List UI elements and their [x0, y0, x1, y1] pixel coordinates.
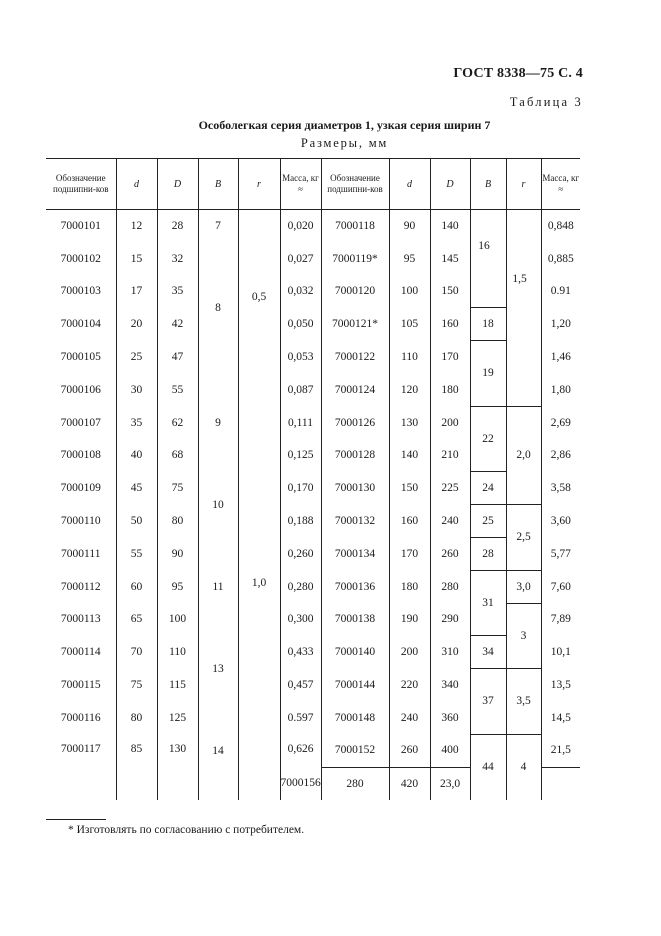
cell-D: 35 [157, 275, 198, 308]
cell-d: 75 [116, 669, 157, 702]
cell-d [116, 767, 157, 800]
cell-designation-2: 7000134 [321, 537, 389, 570]
cell-B-2: 24 [470, 472, 506, 505]
cell-designation: 7000104 [46, 308, 116, 341]
cell-B: 11 [198, 537, 238, 635]
cell-B-2 [470, 210, 506, 308]
cell-d-2: 105 [389, 308, 430, 341]
table-caption [0, 118, 661, 133]
cell-D: 95 [157, 570, 198, 603]
cell-D-2: 260 [430, 537, 470, 570]
col-header-r-2: r [506, 159, 541, 210]
cell-mass: 0,027 [280, 242, 321, 275]
cell-D-2: 340 [430, 669, 470, 702]
cell-mass-2: 10,1 [541, 636, 580, 669]
cell-designation-2: 7000138 [321, 603, 389, 636]
cell-mass [238, 767, 280, 800]
cell-mass: 0,433 [280, 636, 321, 669]
cell-d-2: 170 [389, 537, 430, 570]
cell-mass: 0,087 [280, 373, 321, 406]
cell-d: 85 [116, 734, 157, 767]
cell-r-2: 2,5 [506, 505, 541, 571]
cell-D-2: 290 [430, 603, 470, 636]
cell-B-2: 25 [470, 505, 506, 538]
cell-mass: 0,457 [280, 669, 321, 702]
cell-D: 80 [157, 505, 198, 538]
cell-d-2: 240 [389, 701, 430, 734]
table-row [46, 669, 580, 702]
cell-designation-2: 7000128 [321, 439, 389, 472]
cell-designation: 7000111 [46, 537, 116, 570]
cell-D: 115 [157, 669, 198, 702]
cell-mass-2: 23,0 [430, 767, 470, 800]
cell-D: 32 [157, 242, 198, 275]
cell-r-2: 3 [506, 603, 541, 669]
cell-designation-2: 7000126 [321, 406, 389, 439]
footnote: * Изготовлять по согласованию с потребителем. [68, 824, 305, 836]
cell-r [238, 472, 280, 767]
cell-D: 75 [157, 472, 198, 505]
cell-D: 90 [157, 537, 198, 570]
header-row [46, 159, 580, 210]
cell-mass-2: 13,5 [541, 669, 580, 702]
cell-d-2: 260 [389, 734, 430, 767]
cell-D-2: 210 [430, 439, 470, 472]
cell-d: 40 [116, 439, 157, 472]
cell-d-2: 95 [389, 242, 430, 275]
cell-designation: 7000113 [46, 603, 116, 636]
cell-B-2: 28 [470, 537, 506, 570]
cell-d-2: 120 [389, 373, 430, 406]
table-row [46, 734, 580, 767]
cell-designation-2: 7000140 [321, 636, 389, 669]
cell-D: 100 [157, 603, 198, 636]
cell-r-2: 4 [506, 734, 541, 800]
cell-D-2: 180 [430, 373, 470, 406]
cell-r-2: 3,0 [506, 570, 541, 603]
cell-d-2: 200 [389, 636, 430, 669]
col-header-B-2: B [470, 159, 506, 210]
cell-d-2: 190 [389, 603, 430, 636]
cell-designation-2: 7000120 [321, 275, 389, 308]
cell-mass-2: 14,5 [541, 701, 580, 734]
cell-B-2: 22 [470, 406, 506, 472]
cell-mass-2: 0.91 [541, 275, 580, 308]
cell-D-2: 200 [430, 406, 470, 439]
cell-D: 68 [157, 439, 198, 472]
cell-B-2: 34 [470, 636, 506, 669]
cell-designation-2: 7000130 [321, 472, 389, 505]
col-header-D-2: D [430, 159, 470, 210]
cell-mass-2: 3,60 [541, 505, 580, 538]
cell-D-2: 150 [430, 275, 470, 308]
cell-mass: 0,188 [280, 505, 321, 538]
dimensions-label [0, 136, 661, 151]
cell-B: 8 [198, 242, 238, 373]
cell-designation-2: 7000122 [321, 341, 389, 374]
cell-mass-2: 7,60 [541, 570, 580, 603]
cell-mass-2: 1,20 [541, 308, 580, 341]
table-label: Таблица 3 [509, 95, 583, 109]
cell-d-2: 160 [389, 505, 430, 538]
table-row [46, 570, 580, 603]
cell-d: 35 [116, 406, 157, 439]
cell-B: 9 [198, 373, 238, 471]
cell-mass-2: 7,89 [541, 603, 580, 636]
page-header: ГОСТ 8338—75 С. 4 [453, 66, 583, 81]
cell-d: 70 [116, 636, 157, 669]
cell-d-2: 150 [389, 472, 430, 505]
cell-d: 20 [116, 308, 157, 341]
cell-B-2: 37 [470, 669, 506, 735]
cell-B-2: 31 [470, 570, 506, 636]
cell-mass-2: 1,46 [541, 341, 580, 374]
col-header-d: d [116, 159, 157, 210]
cell-designation-2: 7000148 [321, 701, 389, 734]
cell-D-2: 240 [430, 505, 470, 538]
cell-D [157, 767, 198, 800]
cell-mass-2: 3,58 [541, 472, 580, 505]
col-header-B: B [198, 159, 238, 210]
col-header-designation: Обозначение подшипни-ков [46, 159, 116, 210]
cell-D: 47 [157, 341, 198, 374]
col-header-d-2: d [389, 159, 430, 210]
col-header-mass-2: Масса, кг ≈ [541, 159, 580, 210]
cell-designation: 7000112 [46, 570, 116, 603]
cell-d-2: 90 [389, 210, 430, 243]
cell-mass: 0,111 [280, 406, 321, 439]
table-row [46, 505, 580, 538]
cell-designation [46, 767, 116, 800]
table-row [46, 537, 580, 570]
cell-mass: 0.597 [280, 701, 321, 734]
cell-designation: 7000117 [46, 734, 116, 767]
cell-mass: 0,626 [280, 734, 321, 767]
cell-mass: 0,050 [280, 308, 321, 341]
B-label-right-1: 16 [478, 240, 490, 252]
cell-d-2: 280 [321, 767, 389, 800]
cell-D-2: 145 [430, 242, 470, 275]
cell-D: 62 [157, 406, 198, 439]
table-row [46, 341, 580, 374]
cell-designation: 7000105 [46, 341, 116, 374]
cell-B-2: 19 [470, 341, 506, 407]
r-label-left-1: 0,5 [251, 291, 267, 303]
cell-mass: 0,170 [280, 472, 321, 505]
cell-d-2: 180 [389, 570, 430, 603]
cell-d: 80 [116, 701, 157, 734]
bearings-table [46, 158, 580, 800]
cell-mass-2: 0,885 [541, 242, 580, 275]
cell-designation-2: 7000132 [321, 505, 389, 538]
cell-designation-2: 7000156 [280, 767, 321, 800]
cell-designation-2: 7000136 [321, 570, 389, 603]
cell-D: 55 [157, 373, 198, 406]
cell-designation-2: 7000152 [321, 734, 389, 767]
table-row [46, 472, 580, 505]
cell-mass: 0,125 [280, 439, 321, 472]
cell-designation-2: 7000121* [321, 308, 389, 341]
cell-designation-2: 7000144 [321, 669, 389, 702]
cell-D-2: 310 [430, 636, 470, 669]
cell-d: 17 [116, 275, 157, 308]
table-row [46, 406, 580, 439]
cell-D: 42 [157, 308, 198, 341]
cell-D-2: 170 [430, 341, 470, 374]
r-label-right-1: 1,5 [512, 273, 527, 285]
table-row [46, 210, 580, 243]
cell-D-2: 360 [430, 701, 470, 734]
cell-r-2 [506, 210, 541, 407]
cell-designation: 7000109 [46, 472, 116, 505]
cell-D-2: 140 [430, 210, 470, 243]
cell-B: 13 [198, 636, 238, 702]
cell-r-2: 2,0 [506, 406, 541, 504]
cell-mass-2: 2,86 [541, 439, 580, 472]
cell-D: 125 [157, 701, 198, 734]
cell-designation: 7000108 [46, 439, 116, 472]
cell-mass: 0,053 [280, 341, 321, 374]
cell-d-2: 110 [389, 341, 430, 374]
cell-d: 30 [116, 373, 157, 406]
cell-D-2: 420 [389, 767, 430, 800]
table-caption-text: Особолегкая серия диаметров 1, узкая серия ширин 7 [198, 118, 491, 132]
cell-designation-2: 7000119* [321, 242, 389, 275]
dimensions-label-text: Размеры, мм [300, 136, 389, 150]
cell-d-2: 220 [389, 669, 430, 702]
col-header-r: r [238, 159, 280, 210]
cell-designation: 7000115 [46, 669, 116, 702]
cell-mass: 0,032 [280, 275, 321, 308]
cell-designation-2: 7000118 [321, 210, 389, 243]
cell-designation: 7000106 [46, 373, 116, 406]
cell-d: 45 [116, 472, 157, 505]
cell-d: 12 [116, 210, 157, 243]
table-row [46, 308, 580, 341]
cell-d: 55 [116, 537, 157, 570]
cell-mass-2: 2,69 [541, 406, 580, 439]
cell-B-2: 18 [470, 308, 506, 341]
cell-designation: 7000101 [46, 210, 116, 243]
cell-d: 65 [116, 603, 157, 636]
cell-B: 7 [198, 210, 238, 243]
cell-D-2: 400 [430, 734, 470, 767]
cell-D-2: 280 [430, 570, 470, 603]
cell-designation: 7000114 [46, 636, 116, 669]
cell-d-2: 100 [389, 275, 430, 308]
cell-mass: 0,020 [280, 210, 321, 243]
cell-D: 130 [157, 734, 198, 767]
cell-designation: 7000107 [46, 406, 116, 439]
cell-D: 28 [157, 210, 198, 243]
cell-B-2: 44 [470, 734, 506, 800]
cell-d: 50 [116, 505, 157, 538]
cell-designation: 7000103 [46, 275, 116, 308]
cell-d: 60 [116, 570, 157, 603]
cell-D-2: 160 [430, 308, 470, 341]
cell-designation-2: 7000124 [321, 373, 389, 406]
cell-designation: 7000102 [46, 242, 116, 275]
table-row [46, 636, 580, 669]
cell-r-2: 3,5 [506, 669, 541, 735]
cell-r [238, 210, 280, 472]
cell-mass: 0,260 [280, 537, 321, 570]
cell-d: 15 [116, 242, 157, 275]
footnote-rule [46, 819, 106, 820]
cell-d-2: 140 [389, 439, 430, 472]
col-header-D: D [157, 159, 198, 210]
cell-d: 25 [116, 341, 157, 374]
cell-mass-2: 0,848 [541, 210, 580, 243]
r-label-left-2: 1,0 [251, 577, 267, 589]
col-header-designation-2: Обозначение подшипни-ков [321, 159, 389, 210]
cell-mass-2: 5,77 [541, 537, 580, 570]
cell-designation: 7000110 [46, 505, 116, 538]
cell-D: 110 [157, 636, 198, 669]
cell-mass-2: 1,80 [541, 373, 580, 406]
cell-B: 10 [198, 472, 238, 538]
cell-D-2: 225 [430, 472, 470, 505]
cell-d-2: 130 [389, 406, 430, 439]
cell-mass: 0,280 [280, 570, 321, 603]
cell-mass: 0,300 [280, 603, 321, 636]
cell-B: 14 [198, 701, 238, 799]
cell-designation: 7000116 [46, 701, 116, 734]
col-header-mass: Масса, кг ≈ [280, 159, 321, 210]
cell-mass-2: 21,5 [541, 734, 580, 767]
